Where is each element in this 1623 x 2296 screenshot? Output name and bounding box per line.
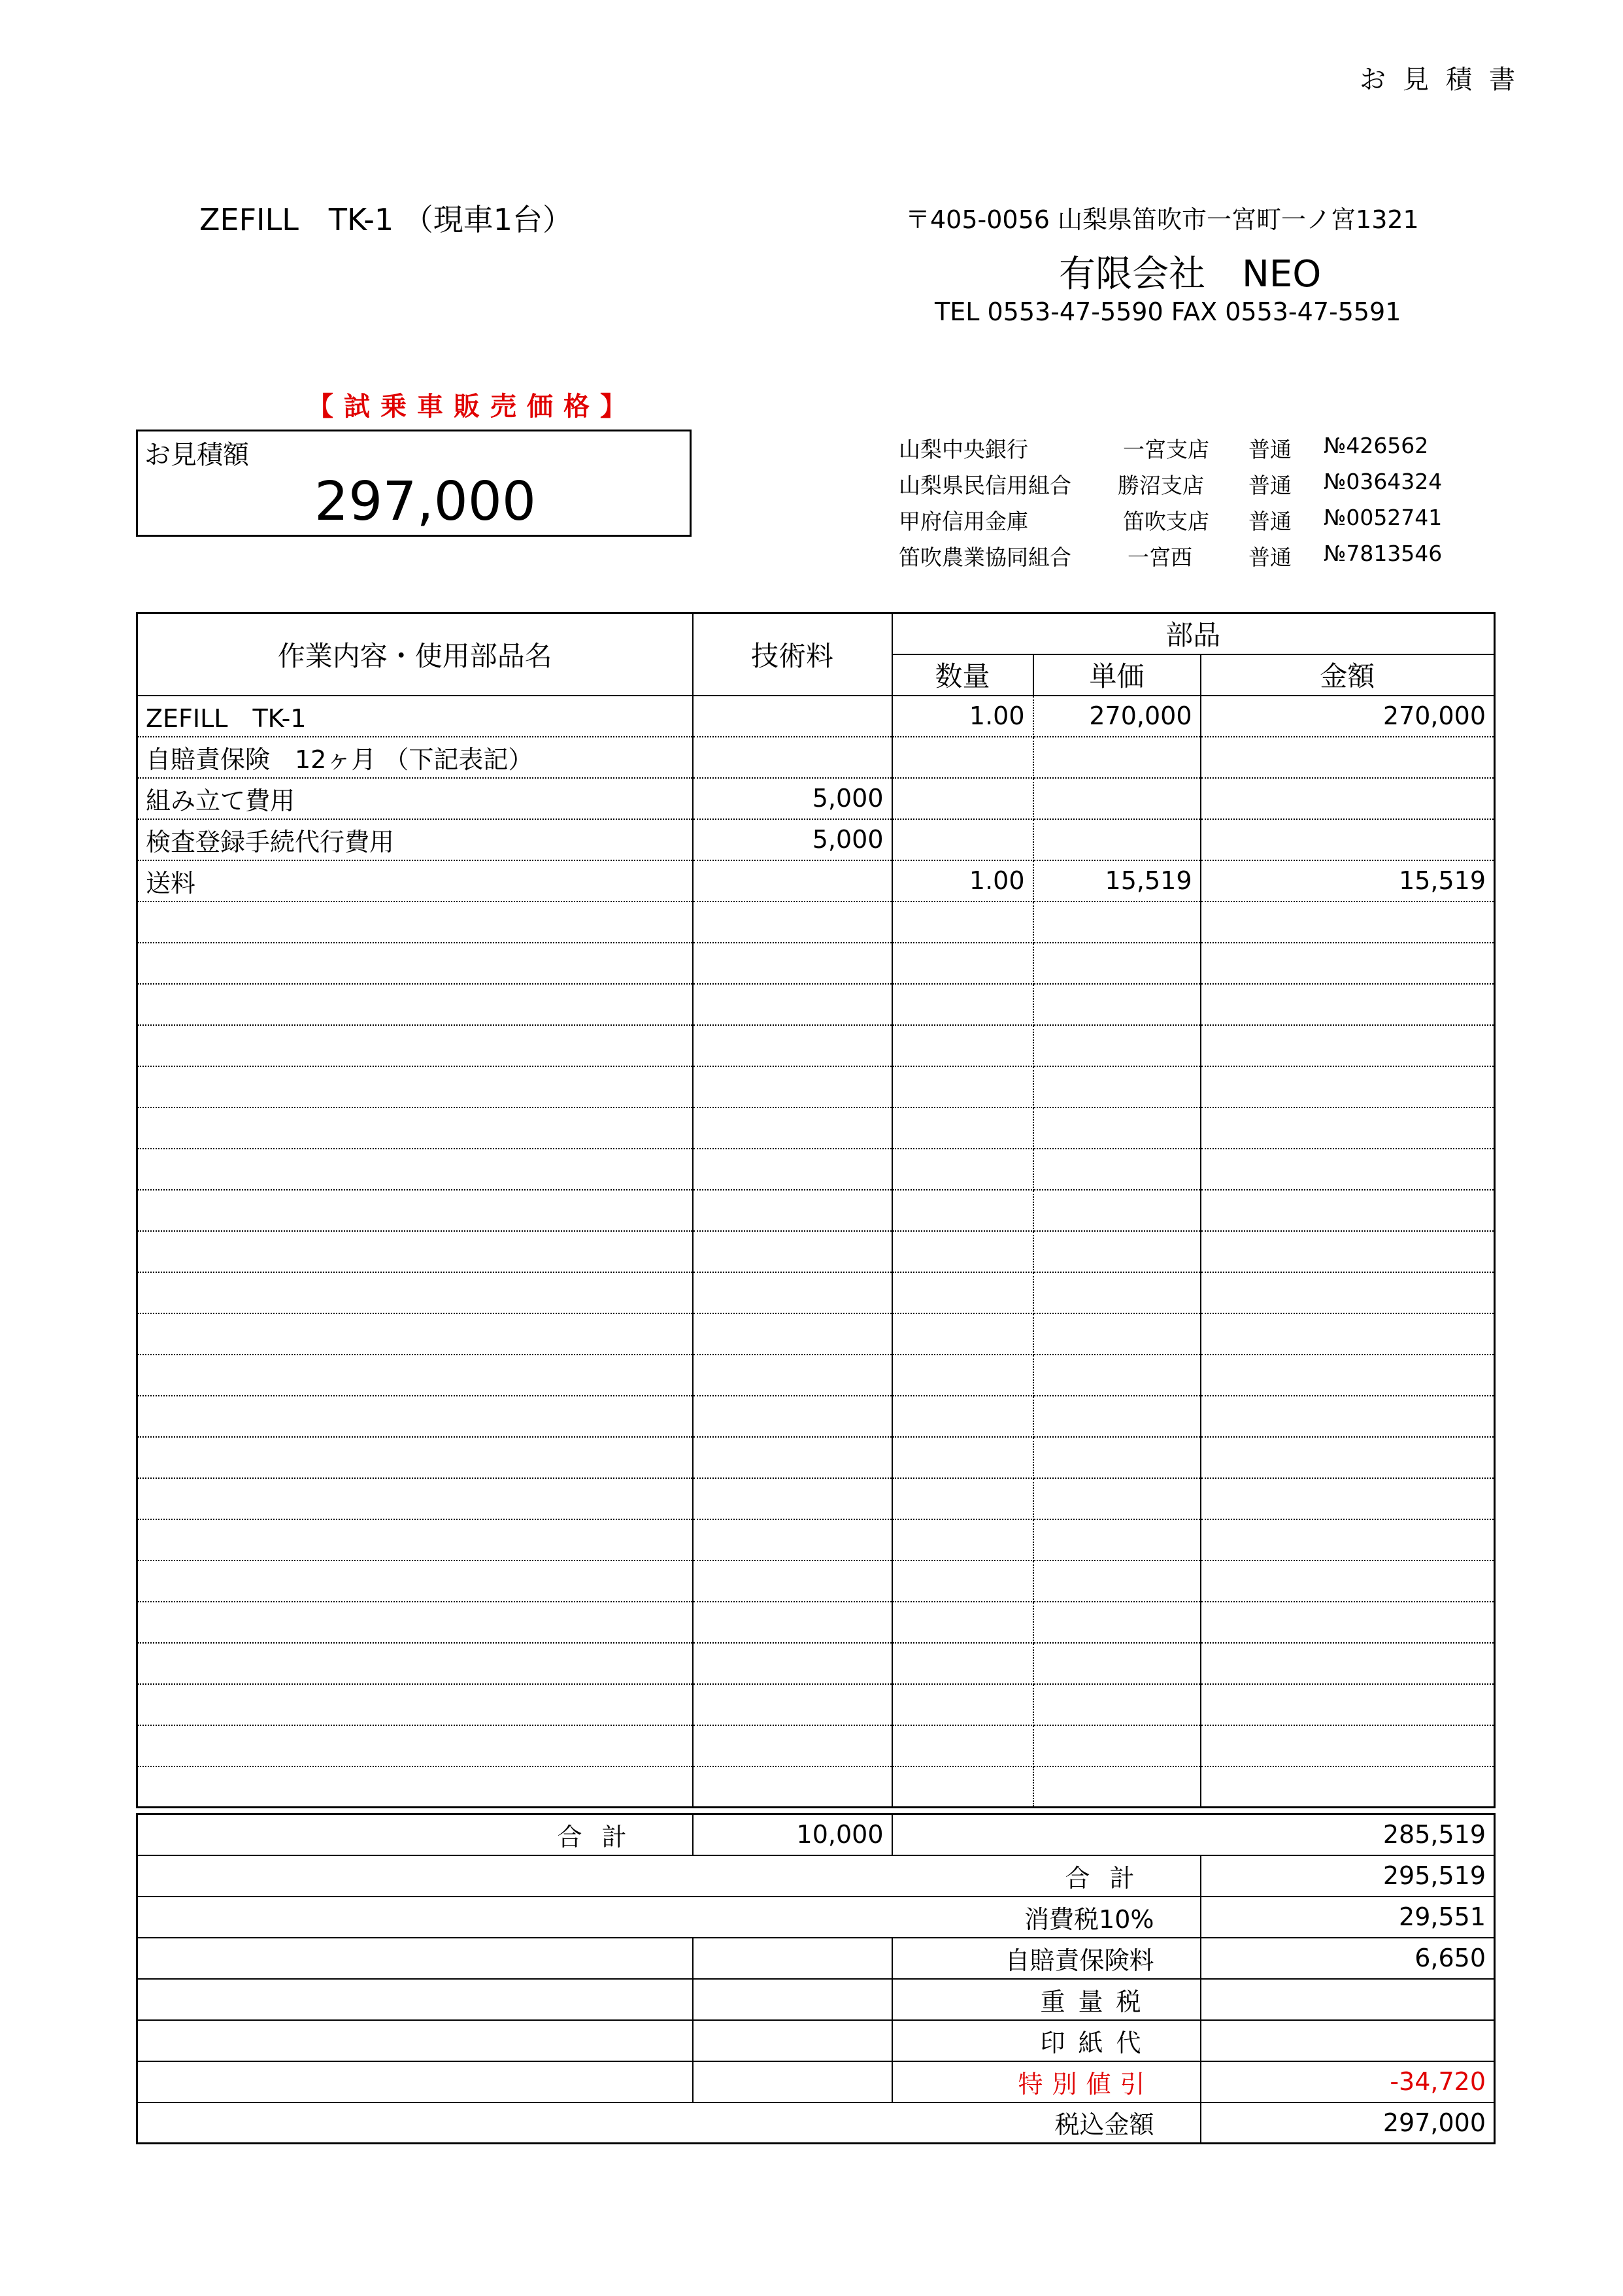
table-row [137, 860, 1495, 902]
item-name [137, 1066, 693, 1107]
item-name [137, 1149, 693, 1190]
item-unit-price [1033, 778, 1201, 819]
item-tech-fee [693, 1355, 892, 1396]
table-row [137, 1519, 1495, 1561]
item-name [137, 1107, 693, 1149]
item-unit-price [1033, 1396, 1201, 1437]
grand-total-label: 税込金額 [137, 2102, 1201, 2144]
item-unit-price [1033, 1519, 1201, 1561]
account-number: №426562 [1324, 433, 1429, 458]
table-row [137, 737, 1495, 778]
item-tech-fee [693, 1149, 892, 1190]
header-qty: 数量 [892, 654, 1033, 696]
item-qty [892, 1643, 1033, 1684]
tech-total: 10,000 [693, 1814, 892, 1855]
item-unit-price [1033, 1313, 1201, 1355]
stamp-value [1201, 2020, 1495, 2061]
item-amount [1201, 819, 1495, 860]
item-amount: 270,000 [1201, 696, 1495, 737]
item-amount [1201, 1066, 1495, 1107]
item-unit-price [1033, 1643, 1201, 1684]
item-name [137, 1231, 693, 1272]
item-tech-fee [693, 1684, 892, 1725]
item-name [137, 1561, 693, 1602]
parts-total: 285,519 [892, 1814, 1495, 1855]
item-name: 送料 [137, 860, 693, 902]
item-name [137, 1396, 693, 1437]
item-name [137, 1190, 693, 1231]
item-tech-fee [693, 1519, 892, 1561]
header-parts: 部品 [892, 613, 1495, 654]
item-name [137, 1643, 693, 1684]
table-row [137, 984, 1495, 1025]
table-header-row [137, 613, 1495, 654]
item-amount [1201, 1766, 1495, 1808]
item-qty [892, 1602, 1033, 1643]
bank-name: 甲府信用金庫 [899, 509, 1028, 534]
table-row [137, 1066, 1495, 1107]
item-amount [1201, 1313, 1495, 1355]
item-qty: 1.00 [892, 696, 1033, 737]
item-amount [1201, 1561, 1495, 1602]
item-amount [1201, 1643, 1495, 1684]
item-qty [892, 737, 1033, 778]
product-line: ZEFILL TK-1 （現車1台） [199, 202, 573, 237]
item-unit-price [1033, 1602, 1201, 1643]
account-number: №0364324 [1324, 469, 1443, 494]
item-unit-price [1033, 902, 1201, 943]
line-items-table [136, 612, 1496, 1808]
table-row [137, 819, 1495, 860]
table-row [137, 1355, 1495, 1396]
item-amount [1201, 1107, 1495, 1149]
item-name [137, 1725, 693, 1766]
item-amount [1201, 1355, 1495, 1396]
item-qty [892, 1272, 1033, 1313]
item-unit-price [1033, 1107, 1201, 1149]
item-unit-price: 270,000 [1033, 696, 1201, 737]
item-unit-price [1033, 1478, 1201, 1519]
table-row [137, 1684, 1495, 1725]
item-name [137, 1313, 693, 1355]
table-row [137, 1025, 1495, 1066]
item-tech-fee [693, 1437, 892, 1478]
item-amount [1201, 1231, 1495, 1272]
table-row [137, 1766, 1495, 1808]
header-amount: 金額 [1201, 654, 1495, 696]
item-tech-fee [693, 1478, 892, 1519]
item-unit-price [1033, 1561, 1201, 1602]
discount-label: 特別値引 [1018, 2069, 1154, 2099]
item-tech-fee [693, 984, 892, 1025]
subtotal-label: 合計 [557, 1822, 646, 1851]
tax-value: 29,551 [1201, 1897, 1495, 1938]
table-row [137, 778, 1495, 819]
item-amount [1201, 1684, 1495, 1725]
item-name [137, 984, 693, 1025]
table-row [137, 1313, 1495, 1355]
item-amount [1201, 1025, 1495, 1066]
account-type: 普通 [1248, 437, 1292, 462]
item-unit-price [1033, 737, 1201, 778]
item-name: 組み立て費用 [137, 778, 693, 819]
grand-total-row [137, 2102, 1495, 2144]
item-unit-price: 15,519 [1033, 860, 1201, 902]
item-name [137, 1478, 693, 1519]
item-tech-fee [693, 1766, 892, 1808]
item-name [137, 1684, 693, 1725]
item-amount [1201, 1519, 1495, 1561]
bank-name: 山梨中央銀行 [899, 437, 1028, 462]
bank-branch: 一宮支店 [1123, 437, 1209, 462]
item-amount [1201, 737, 1495, 778]
item-tech-fee [693, 1272, 892, 1313]
subtotal-row [137, 1814, 1495, 1855]
insurance-label: 自賠責保険料 [892, 1938, 1201, 1979]
item-qty [892, 1231, 1033, 1272]
grand-total-value: 297,000 [1201, 2102, 1495, 2144]
table-row [137, 1602, 1495, 1643]
table-row [137, 696, 1495, 737]
bank-name: 山梨県民信用組合 [899, 473, 1071, 498]
item-tech-fee [693, 1643, 892, 1684]
stamp-row [137, 2020, 1495, 2061]
insurance-row [137, 1938, 1495, 1979]
item-name [137, 1272, 693, 1313]
item-name: 検査登録手続代行費用 [137, 819, 693, 860]
table-row [137, 1561, 1495, 1602]
item-qty [892, 1684, 1033, 1725]
table-row [137, 943, 1495, 984]
tax-label: 消費税10% [137, 1897, 1201, 1938]
item-qty [892, 984, 1033, 1025]
item-qty [892, 1478, 1033, 1519]
tax-row [137, 1897, 1495, 1938]
item-amount [1201, 902, 1495, 943]
item-qty [892, 1025, 1033, 1066]
item-qty [892, 1437, 1033, 1478]
item-tech-fee [693, 1725, 892, 1766]
item-tech-fee [693, 1025, 892, 1066]
bank-branch: 笛吹支店 [1123, 509, 1209, 534]
item-qty [892, 1725, 1033, 1766]
item-unit-price [1033, 1190, 1201, 1231]
item-amount [1201, 1190, 1495, 1231]
item-unit-price [1033, 819, 1201, 860]
item-qty [892, 1519, 1033, 1561]
table-row [137, 1107, 1495, 1149]
item-unit-price [1033, 1025, 1201, 1066]
discount-row [137, 2061, 1495, 2102]
header-unit-price: 単価 [1033, 654, 1201, 696]
item-tech-fee [693, 1107, 892, 1149]
bank-branch: 一宮西 [1128, 545, 1192, 570]
item-qty [892, 1066, 1033, 1107]
account-number: №7813546 [1324, 541, 1443, 566]
item-amount [1201, 778, 1495, 819]
item-tech-fee [693, 1190, 892, 1231]
document-title: お見積書 [1360, 65, 1532, 95]
discount-value: -34,720 [1201, 2061, 1495, 2102]
weight-tax-label: 重量税 [1040, 1987, 1154, 2016]
item-unit-price [1033, 1725, 1201, 1766]
header-tech-fee: 技術料 [693, 613, 892, 696]
item-qty [892, 1561, 1033, 1602]
item-name: ZEFILL TK-1 [137, 696, 693, 737]
table-row [137, 1725, 1495, 1766]
item-tech-fee [693, 1066, 892, 1107]
table-row [137, 1231, 1495, 1272]
item-amount [1201, 1272, 1495, 1313]
item-qty [892, 1149, 1033, 1190]
estimate-amount: 297,000 [314, 471, 537, 533]
company-contact: TEL 0553-47-5590 FAX 0553-47-5591 [935, 297, 1401, 326]
item-amount [1201, 1725, 1495, 1766]
item-amount [1201, 1437, 1495, 1478]
item-amount [1201, 1149, 1495, 1190]
item-name [137, 1025, 693, 1066]
item-tech-fee: 5,000 [693, 778, 892, 819]
weight-tax-value [1201, 1979, 1495, 2020]
item-amount [1201, 1396, 1495, 1437]
item-qty [892, 943, 1033, 984]
item-amount: 15,519 [1201, 860, 1495, 902]
table-row [137, 1149, 1495, 1190]
table-row [137, 1190, 1495, 1231]
item-tech-fee [693, 902, 892, 943]
item-qty: 1.00 [892, 860, 1033, 902]
item-unit-price [1033, 1231, 1201, 1272]
item-unit-price [1033, 1272, 1201, 1313]
item-tech-fee [693, 860, 892, 902]
item-qty [892, 819, 1033, 860]
weight-tax-row [137, 1979, 1495, 2020]
item-name [137, 1355, 693, 1396]
item-qty [892, 1107, 1033, 1149]
item-tech-fee [693, 1561, 892, 1602]
account-type: 普通 [1248, 509, 1292, 534]
table-row [137, 1437, 1495, 1478]
item-amount [1201, 943, 1495, 984]
item-name [137, 1437, 693, 1478]
total-label: 合計 [1065, 1863, 1154, 1893]
item-unit-price [1033, 1684, 1201, 1725]
item-tech-fee [693, 1231, 892, 1272]
item-unit-price [1033, 1355, 1201, 1396]
account-type: 普通 [1248, 473, 1292, 498]
bank-name: 笛吹農業協同組合 [899, 545, 1071, 570]
table-row [137, 902, 1495, 943]
header-work: 作業内容・使用部品名 [137, 613, 693, 696]
estimate-box [136, 430, 692, 537]
item-amount [1201, 1478, 1495, 1519]
item-tech-fee [693, 1396, 892, 1437]
company-address: 〒405-0056 山梨県笛吹市一宮町一ノ宮1321 [905, 205, 1419, 234]
item-amount [1201, 1602, 1495, 1643]
item-name [137, 902, 693, 943]
insurance-value: 6,650 [1201, 1938, 1495, 1979]
bank-branch: 勝沼支店 [1118, 473, 1204, 498]
stamp-label: 印紙代 [1040, 2028, 1154, 2057]
item-tech-fee [693, 696, 892, 737]
table-row [137, 1272, 1495, 1313]
item-tech-fee [693, 1602, 892, 1643]
item-qty [892, 1190, 1033, 1231]
item-unit-price [1033, 943, 1201, 984]
item-unit-price [1033, 984, 1201, 1025]
item-unit-price [1033, 1766, 1201, 1808]
item-qty [892, 902, 1033, 943]
table-row [137, 1478, 1495, 1519]
item-qty [892, 1766, 1033, 1808]
item-name [137, 943, 693, 984]
item-amount [1201, 984, 1495, 1025]
item-tech-fee [693, 1313, 892, 1355]
item-name [137, 1602, 693, 1643]
item-name: 自賠責保険 12ヶ月 （下記表記） [137, 737, 693, 778]
totals-table [136, 1813, 1496, 2144]
item-qty [892, 1313, 1033, 1355]
table-row [137, 1643, 1495, 1684]
item-unit-price [1033, 1149, 1201, 1190]
price-type-label: 【試乗車販売価格】 [307, 392, 637, 422]
account-number: №0052741 [1324, 505, 1443, 530]
company-name: 有限会社 NEO [1059, 253, 1322, 295]
item-name [137, 1519, 693, 1561]
total-value: 295,519 [1201, 1855, 1495, 1897]
item-tech-fee [693, 737, 892, 778]
item-qty [892, 1355, 1033, 1396]
item-qty [892, 1396, 1033, 1437]
total-row [137, 1855, 1495, 1897]
item-qty [892, 778, 1033, 819]
item-tech-fee [693, 943, 892, 984]
estimate-label: お見積額 [144, 440, 249, 470]
item-name [137, 1766, 693, 1808]
item-unit-price [1033, 1437, 1201, 1478]
item-unit-price [1033, 1066, 1201, 1107]
table-row [137, 1396, 1495, 1437]
item-tech-fee: 5,000 [693, 819, 892, 860]
account-type: 普通 [1248, 545, 1292, 570]
